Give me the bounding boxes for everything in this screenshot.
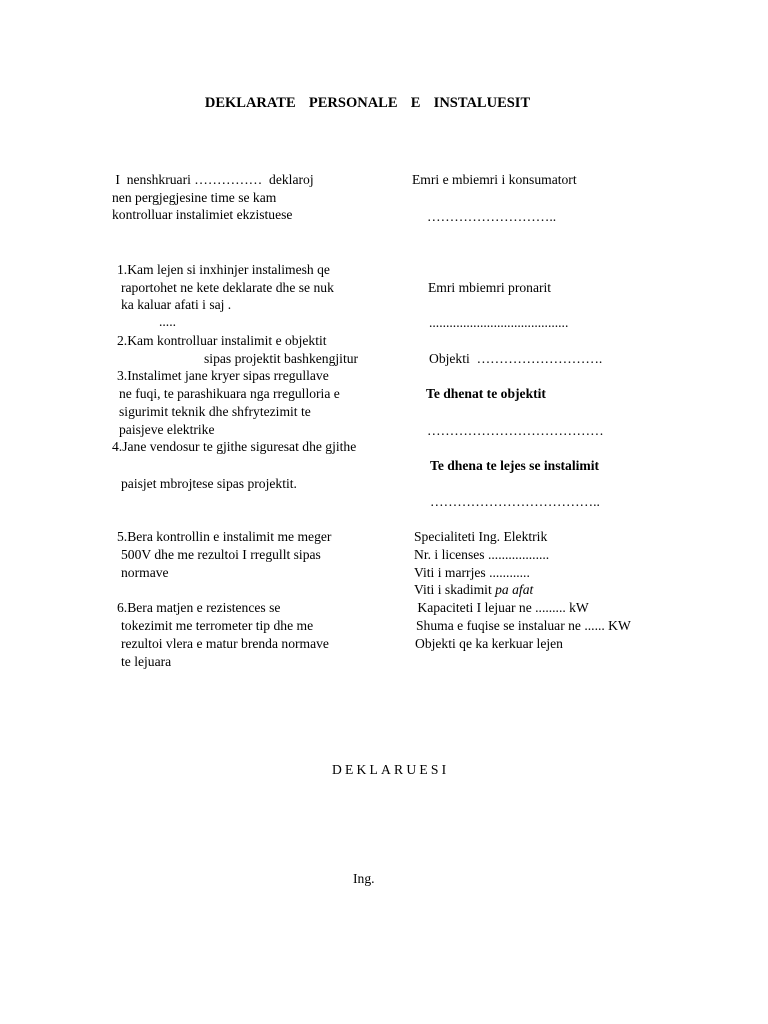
item-3-line-3: sigurimit teknik dhe shfrytezimit te	[119, 404, 311, 419]
item-5-line-3: normave	[121, 565, 169, 580]
signature-label: Ing.	[353, 871, 375, 886]
license-data-dots: ………………………………..	[430, 494, 600, 509]
item-5-line-1: 5.Bera kontrollin e instalimit me meger	[117, 529, 332, 544]
item-4-line-2: paisjet mbrojtese sipas projektit.	[121, 476, 297, 491]
item-2-line-1: 2.Kam kontrolluar instalimit e objektit	[117, 333, 327, 348]
installed-power-line: Shuma e fuqise se instaluar ne ...... KW	[416, 618, 631, 633]
consumer-name-label: Emri e mbiemri i konsumatort	[412, 172, 577, 187]
item-6-line-3: rezultoi vlera e matur brenda normave	[121, 636, 329, 651]
owner-name-dots: .........................................	[429, 315, 569, 330]
object-data-heading: Te dhenat te objektit	[426, 386, 546, 401]
item-1-line-1: 1.Kam lejen si inxhinjer instalimesh qe	[117, 262, 330, 277]
license-number-line: Nr. i licenses ..................	[414, 547, 550, 562]
intro-line-3: kontrolluar instalimiet ekzistuese	[112, 207, 293, 222]
intro-line-2: nen pergjegjesine time se kam	[112, 190, 277, 205]
specialty-line: Specialiteti Ing. Elektrik	[414, 529, 548, 544]
declarant-label: DEKLARUESI	[332, 762, 450, 777]
expiry-value: pa afat	[495, 582, 534, 597]
capacity-line: Kapaciteti I lejuar ne ......... kW	[414, 600, 589, 615]
requested-by-line: Objekti qe ka kerkuar lejen	[415, 636, 563, 651]
item-3-line-1: 3.Instalimet jane kryer sipas rregullave	[117, 368, 329, 383]
object-data-dots: …………………………………	[427, 423, 604, 438]
item-6-line-1: 6.Bera matjen e rezistences se	[117, 600, 281, 615]
item-3-line-2: ne fuqi, te parashikuara nga rregulloria e	[119, 386, 340, 401]
item-1-line-2: raportohet ne kete deklarate dhe se nuk	[121, 280, 334, 295]
item-4-line-1: 4.Jane vendosur te gjithe siguresat dhe gjithe	[112, 439, 357, 454]
item-2-line-2: sipas projektit bashkengjitur	[204, 351, 359, 366]
expiry-line	[414, 581, 533, 599]
consumer-name-dots: ………………………..	[427, 209, 557, 224]
item-3-line-4: paisjeve elektrike	[119, 422, 215, 437]
license-data-heading: Te dhena te lejes se instalimit	[430, 458, 600, 473]
object-label: Objekti ……………………….	[429, 351, 603, 366]
owner-name-label: Emri mbiemri pronarit	[428, 280, 552, 295]
expiry-label: Viti i skadimit	[414, 582, 496, 597]
item-1-line-4: .....	[159, 314, 176, 329]
item-6-line-4: te lejuara	[121, 654, 172, 669]
document-title: DEKLARATE PERSONALE E INSTALUESIT	[204, 95, 531, 111]
year-received-line: Viti i marrjes ............	[414, 565, 530, 580]
intro-line-1: I nenshkruari …………… deklaroj	[112, 172, 314, 187]
item-5-line-2: 500V dhe me rezultoi I rregullt sipas	[121, 547, 321, 562]
item-6-line-2: tokezimit me terrometer tip dhe me	[121, 618, 314, 633]
item-1-line-3: ka kaluar afati i saj .	[121, 297, 232, 312]
